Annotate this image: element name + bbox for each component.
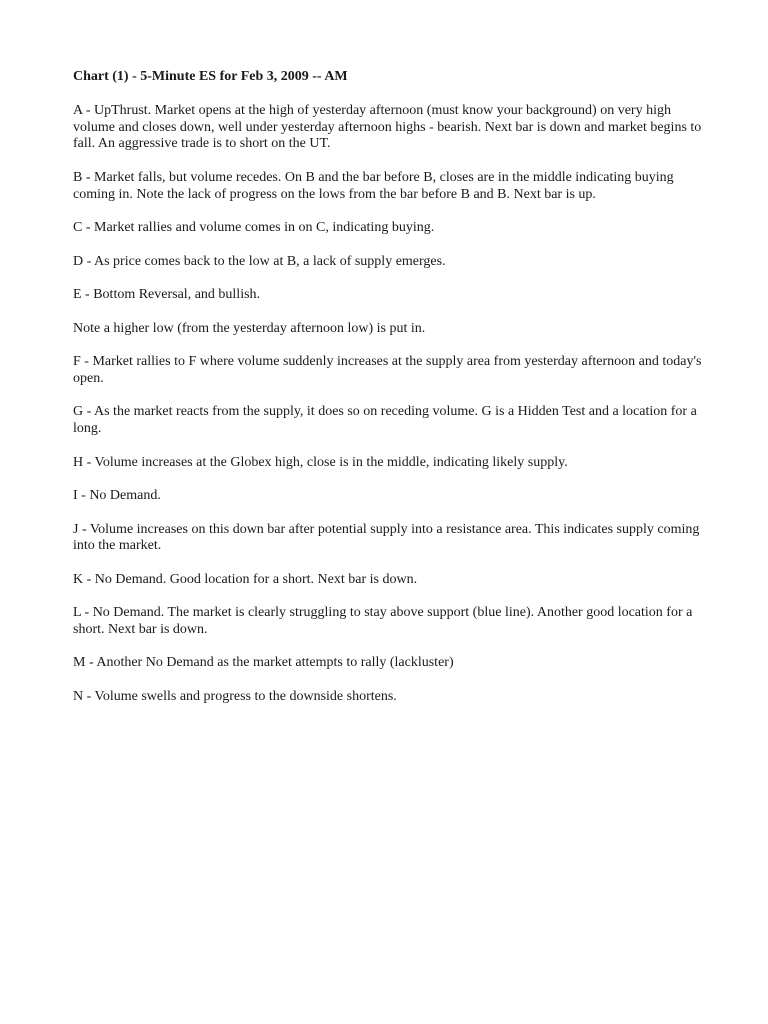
document-title: Chart (1) - 5-Minute ES for Feb 3, 2009 -- AM <box>73 69 348 84</box>
paragraph-h: H - Volume increases at the Globex high, close is in the middle, indicating likely supply. <box>73 454 568 470</box>
paragraph-b: B - Market falls, but volume recedes. On B and the bar before B, closes are in the middle indicating buying coming in. Note the lack of progress on the lows from the bar before B and B. Next bar is up. <box>73 169 674 202</box>
paragraph-d: D - As price comes back to the low at B, a lack of supply emerges. <box>73 253 446 269</box>
paragraph-f: F - Market rallies to F where volume suddenly increases at the supply area from yesterday afternoon and today's open. <box>73 354 702 386</box>
paragraph-n: N - Volume swells and progress to the downside shortens. <box>73 688 397 704</box>
paragraph-note: Note a higher low (from the yesterday afternoon low) is put in. <box>73 320 426 336</box>
paragraph-j: J - Volume increases on this down bar after potential supply into a resistance area. This indicates supply coming into the market. <box>73 521 700 554</box>
paragraph-e: E - Bottom Reversal, and bullish. <box>73 287 261 303</box>
paragraph-a: A - UpThrust. Market opens at the high of yesterday afternoon (must know your background) on very high volume and closes down, well under yesterday afternoon highs - bearish. Next bar is down and market begins to fall. An aggressive trade is to short on the UT. <box>73 103 702 152</box>
paragraph-g: G - As the market reacts from the supply, it does so on receding volume. G is a Hidden Test and a location for a long. <box>73 404 697 437</box>
document-page <box>73 68 703 722</box>
paragraph-m: M - Another No Demand as the market attempts to rally (lackluster) <box>73 655 454 671</box>
paragraph-c: C - Market rallies and volume comes in on C, indicating buying. <box>73 220 435 236</box>
paragraph-i: I - No Demand. <box>73 488 161 504</box>
paragraph-k: K - No Demand. Good location for a short. Next bar is down. <box>73 571 418 587</box>
paragraph-l: L - No Demand. The market is clearly struggling to stay above support (blue line). Another good location for a short. Next bar is down. <box>73 605 693 637</box>
